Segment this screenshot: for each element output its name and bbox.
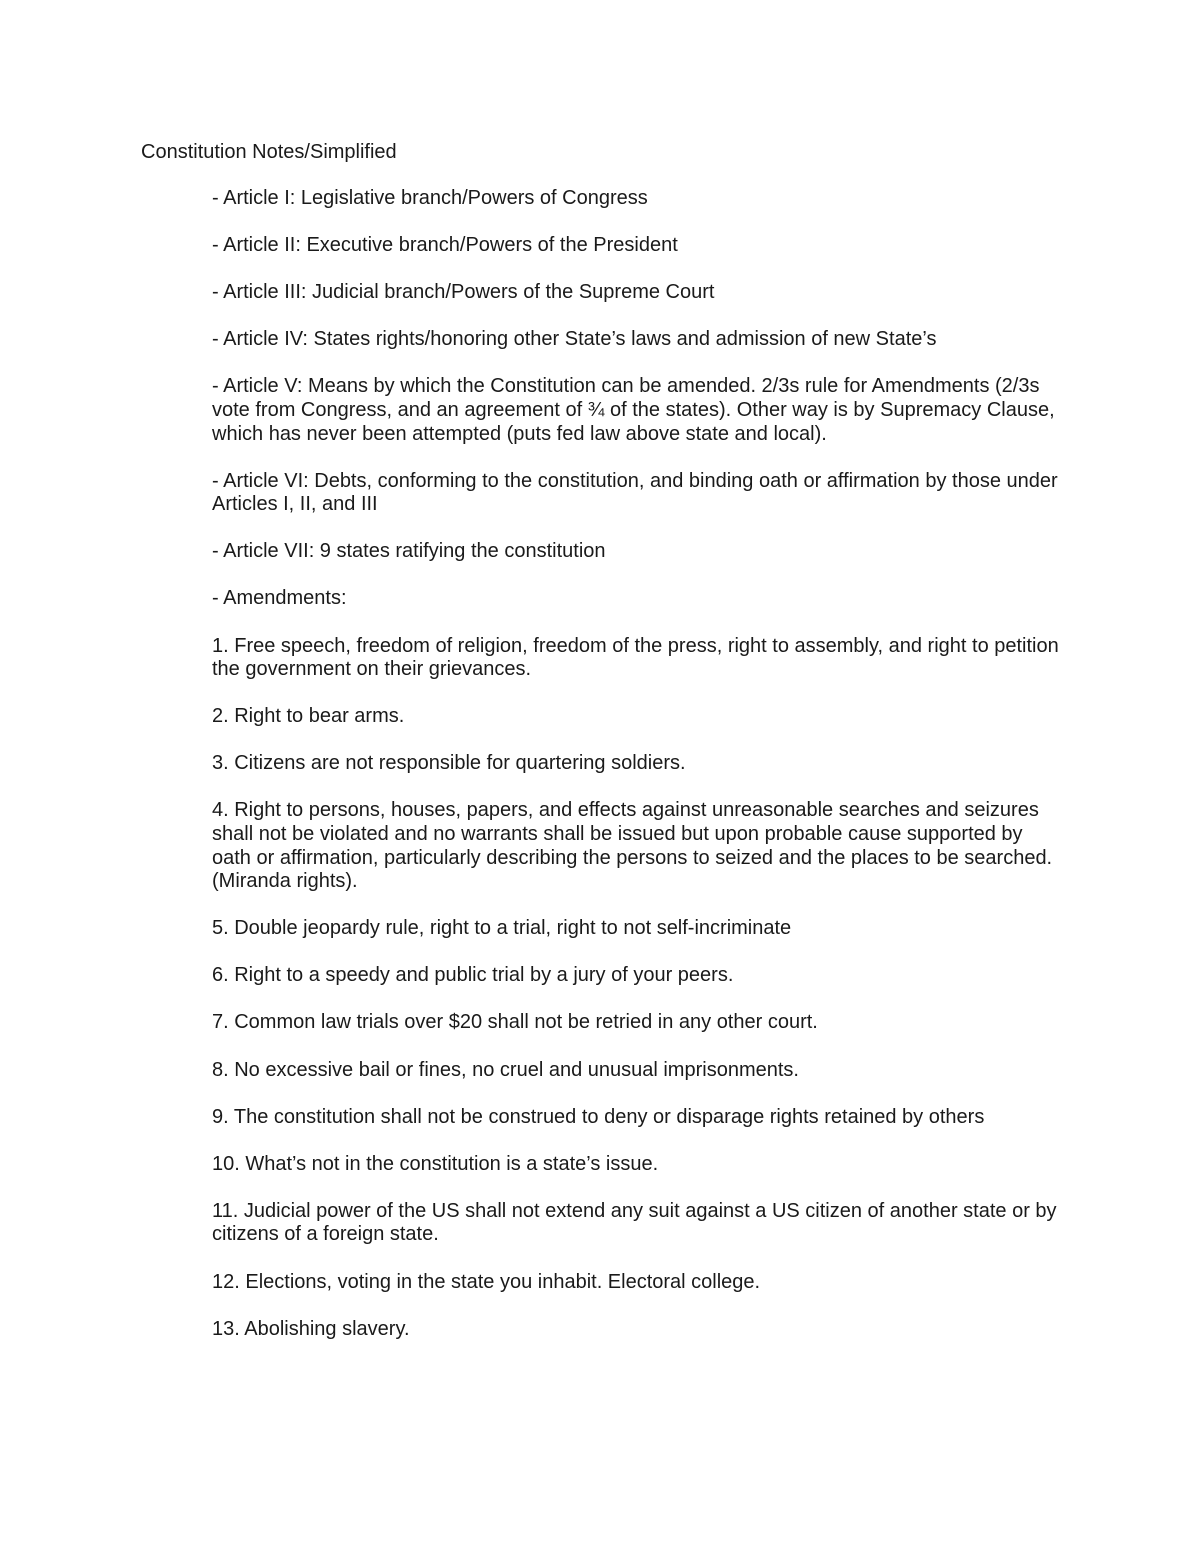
note-article-4: - Article IV: States rights/honoring other State’s laws and admission of new State’s xyxy=(212,328,937,351)
notes-list xyxy=(212,187,1062,1365)
note-amendment-3: 3. Citizens are not responsible for quartering soldiers. xyxy=(212,752,686,775)
note-amendment-11: 11. Judicial power of the US shall not extend any suit against a US citizen of another state or by citizens of a foreign state. xyxy=(212,1199,1057,1246)
note-amendment-2: 2. Right to bear arms. xyxy=(212,705,405,728)
document-title: Constitution Notes/Simplified xyxy=(141,141,397,163)
note-amendment-10: 10. What’s not in the constitution is a state’s issue. xyxy=(212,1152,659,1175)
note-amendment-13: 13. Abolishing slavery. xyxy=(212,1317,410,1340)
note-amendment-12: 12. Elections, voting in the state you inhabit. Electoral college. xyxy=(212,1270,761,1293)
note-amendment-9: 9. The constitution shall not be construed to deny or disparage rights retained by others xyxy=(212,1105,985,1128)
note-article-1: - Article I: Legislative branch/Powers of Congress xyxy=(212,187,648,209)
note-article-2: - Article II: Executive branch/Powers of the President xyxy=(212,234,678,257)
note-article-6: - Article VI: Debts, conforming to the constitution, and binding oath or affirmation by those under Articles I, II, and III xyxy=(212,469,1058,516)
note-amendments-heading: - Amendments: xyxy=(212,587,347,610)
note-amendment-4: 4. Right to persons, houses, papers, and effects against unreasonable searches and seizures shall not be violated and no warrants shall be issued but upon probable cause supported by oath or affirmation, particularly describing the persons to seized and the places to be searched. (Miranda rights). xyxy=(212,799,1053,893)
note-article-5: - Article V: Means by which the Constitution can be amended. 2/3s rule for Amendments (2/3s vote from Congress, and an agreement of ¾ of the states). Other way is by Supremacy Clause, which has never been attempted (puts fed law above state and local). xyxy=(212,375,1055,445)
note-amendment-7: 7. Common law trials over $20 shall not be retried in any other court. xyxy=(212,1011,818,1034)
note-amendment-6: 6. Right to a speedy and public trial by a jury of your peers. xyxy=(212,964,734,987)
note-amendment-8: 8. No excessive bail or fines, no cruel and unusual imprisonments. xyxy=(212,1058,799,1081)
note-amendment-5: 5. Double jeopardy rule, right to a trial, right to not self-incriminate xyxy=(212,917,792,940)
note-amendment-1: 1. Free speech, freedom of religion, freedom of the press, right to assembly, and right to petition the government on their grievances. xyxy=(212,634,1059,681)
note-article-3: - Article III: Judicial branch/Powers of the Supreme Court xyxy=(212,281,715,304)
note-article-7: - Article VII: 9 states ratifying the constitution xyxy=(212,540,606,563)
